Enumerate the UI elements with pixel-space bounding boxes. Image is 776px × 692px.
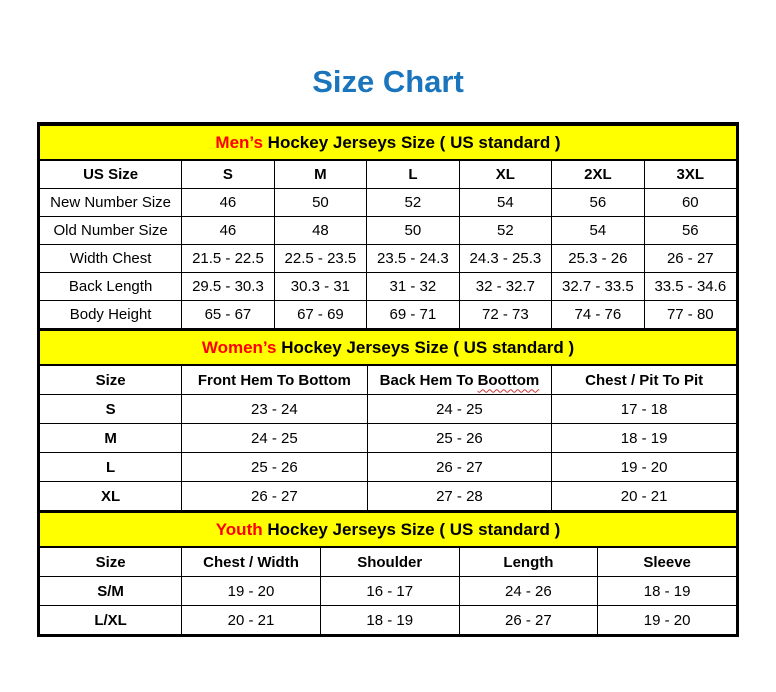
data-cell: 19 - 20 [182, 577, 321, 606]
data-cell: 67 - 69 [274, 301, 366, 329]
data-cell: 32 - 32.7 [459, 273, 551, 301]
page-title: Size Chart [312, 64, 464, 99]
column-header: US Size [40, 160, 182, 189]
mens-highlight-word: Men’s [215, 132, 263, 152]
data-cell: 25 - 26 [182, 453, 367, 482]
youth-highlight-word: Youth [215, 519, 263, 539]
data-cell: 52 [367, 189, 459, 217]
row-label: L [40, 453, 182, 482]
data-cell: 46 [182, 189, 274, 217]
mens-section-band [40, 125, 737, 160]
data-cell: 50 [367, 217, 459, 245]
column-header: Size [40, 547, 182, 577]
data-cell: 60 [644, 189, 736, 217]
table-row [40, 245, 737, 273]
mens-header-row [40, 160, 737, 189]
column-header-misspelled [367, 365, 552, 395]
data-cell: 29.5 - 30.3 [182, 273, 274, 301]
womens-highlight-word: Women’s [201, 337, 277, 357]
data-cell: 25.3 - 26 [552, 245, 644, 273]
womens-size-table [39, 329, 737, 511]
column-header: 2XL [552, 160, 644, 189]
data-cell: 17 - 18 [552, 395, 737, 424]
data-cell: 19 - 20 [598, 606, 737, 635]
data-cell: 22.5 - 23.5 [274, 245, 366, 273]
row-label: Body Height [40, 301, 182, 329]
table-row [40, 482, 737, 511]
table-row [40, 453, 737, 482]
data-cell: 26 - 27 [367, 453, 552, 482]
table-row [40, 577, 737, 606]
youth-section-title [40, 512, 737, 547]
row-label: XL [40, 482, 182, 511]
data-cell: 31 - 32 [367, 273, 459, 301]
data-cell: 46 [182, 217, 274, 245]
data-cell: 74 - 76 [552, 301, 644, 329]
misspelled-word: Boottom [477, 371, 540, 389]
data-cell: 21.5 - 22.5 [182, 245, 274, 273]
data-cell: 32.7 - 33.5 [552, 273, 644, 301]
data-cell: 54 [552, 217, 644, 245]
column-header: S [182, 160, 274, 189]
youth-header-row [40, 547, 737, 577]
womens-section-band [40, 330, 737, 365]
table-row [40, 424, 737, 453]
table-row [40, 217, 737, 245]
size-chart-tables [37, 122, 739, 637]
mens-size-table [39, 124, 737, 329]
data-cell: 20 - 21 [552, 482, 737, 511]
data-cell: 30.3 - 31 [274, 273, 366, 301]
column-header: Size [40, 365, 182, 395]
column-header: Chest / Width [182, 547, 321, 577]
column-header: Shoulder [320, 547, 459, 577]
data-cell: 26 - 27 [182, 482, 367, 511]
data-cell: 50 [274, 189, 366, 217]
data-cell: 23.5 - 24.3 [367, 245, 459, 273]
data-cell: 27 - 28 [367, 482, 552, 511]
row-label: Old Number Size [40, 217, 182, 245]
column-header: Length [459, 547, 598, 577]
row-label: Width Chest [40, 245, 182, 273]
row-label: S/M [40, 577, 182, 606]
data-cell: 54 [459, 189, 551, 217]
data-cell: 16 - 17 [320, 577, 459, 606]
column-header: Sleeve [598, 547, 737, 577]
data-cell: 65 - 67 [182, 301, 274, 329]
mens-section-title [40, 125, 737, 160]
row-label: L/XL [40, 606, 182, 635]
youth-band-rest: Hockey Jerseys Size ( US standard ) [262, 519, 561, 539]
data-cell: 56 [644, 217, 736, 245]
data-cell: 26 - 27 [644, 245, 736, 273]
table-row [40, 189, 737, 217]
row-label: Back Length [40, 273, 182, 301]
data-cell: 69 - 71 [367, 301, 459, 329]
column-header: XL [459, 160, 551, 189]
row-label: New Number Size [40, 189, 182, 217]
womens-header-row [40, 365, 737, 395]
column-header: L [367, 160, 459, 189]
womens-section-title [40, 330, 737, 365]
youth-section-band [40, 512, 737, 547]
data-cell: 48 [274, 217, 366, 245]
back-hem-prefix: Back Hem To [379, 371, 474, 389]
table-row [40, 606, 737, 635]
column-header: M [274, 160, 366, 189]
data-cell: 23 - 24 [182, 395, 367, 424]
data-cell: 24 - 25 [367, 395, 552, 424]
data-cell: 19 - 20 [552, 453, 737, 482]
data-cell: 20 - 21 [182, 606, 321, 635]
data-cell: 18 - 19 [552, 424, 737, 453]
mens-band-rest: Hockey Jerseys Size ( US standard ) [262, 132, 561, 152]
column-header: Front Hem To Bottom [182, 365, 367, 395]
table-row [40, 301, 737, 329]
row-label: M [40, 424, 182, 453]
data-cell: 25 - 26 [367, 424, 552, 453]
table-row [40, 395, 737, 424]
data-cell: 33.5 - 34.6 [644, 273, 736, 301]
data-cell: 26 - 27 [459, 606, 598, 635]
data-cell: 18 - 19 [320, 606, 459, 635]
data-cell: 24 - 26 [459, 577, 598, 606]
womens-band-rest: Hockey Jerseys Size ( US standard ) [276, 337, 575, 357]
data-cell: 18 - 19 [598, 577, 737, 606]
data-cell: 24 - 25 [182, 424, 367, 453]
youth-size-table [39, 511, 737, 635]
data-cell: 72 - 73 [459, 301, 551, 329]
data-cell: 24.3 - 25.3 [459, 245, 551, 273]
column-header: Chest / Pit To Pit [552, 365, 737, 395]
data-cell: 56 [552, 189, 644, 217]
data-cell: 52 [459, 217, 551, 245]
table-row [40, 273, 737, 301]
data-cell: 77 - 80 [644, 301, 736, 329]
row-label: S [40, 395, 182, 424]
column-header: 3XL [644, 160, 736, 189]
